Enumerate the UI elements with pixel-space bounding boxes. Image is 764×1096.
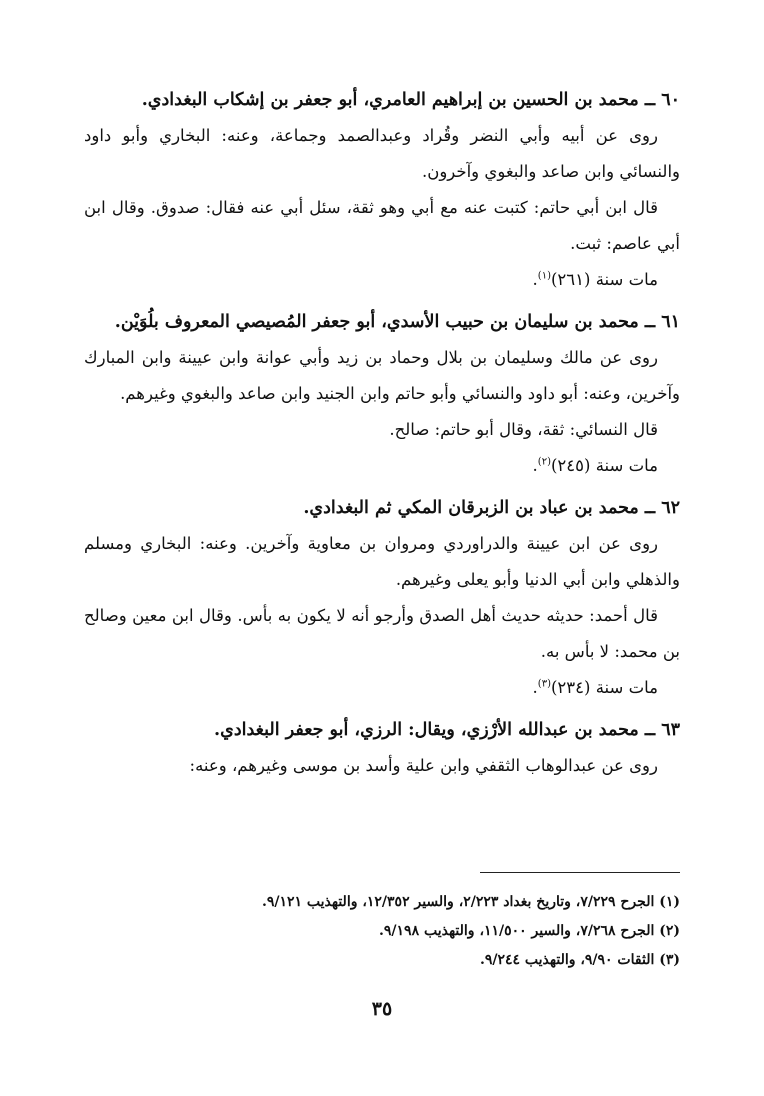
footnote-ref: (١) [537,270,551,282]
entry-heading-60: ٦٠ ــ محمد بن الحسين بن إبراهيم العامري، أبو جعفر بن إشكاب البغدادي. [141,90,680,110]
main-text [84,82,680,784]
entry-death-61: مات سنة (٢٤٥)$^{(٢)}$. [532,456,658,475]
entry-death-62: مات سنة (٢٣٤)$^{(٣)}$. [532,678,658,697]
entry-saying-60: قال ابن أبي حاتم: كتبت عنه مع أبي وهو ثقة، سئل أبي عنه فقال: صدوق. وقال ابن أبي عاصم: ثبت. [84,198,680,253]
footnote-1: (١) الجرح ٧/٢٢٩، وتاريخ بغداد ٢/٢٢٣، والسير ١٢/٣٥٢، والتهذيب ٩/١٢١. [261,894,680,910]
entry-narration-62: روى عن ابن عيينة والدراوردي ومروان بن معاوية وآخرين. وعنه: البخاري ومسلم والذهلي وابن أبي الدنيا وأبو يعلى وغيرهم. [84,534,680,589]
entry-narration-61: روى عن مالك وسليمان بن بلال وحماد بن زيد وأبي عوانة وابن عيينة وابن المبارك وآخرين، وعنه: أبو داود والنسائي وأبو حاتم وابن الجنيد وابن صاعد والبغوي وغيرهم. [84,348,680,403]
entry-heading-61: ٦١ ــ محمد بن سليمان بن حبيب الأسدي، أبو جعفر المُصيصي المعروف بلُوَيْن. [114,312,680,332]
page-number: ٣٥ [371,998,393,1020]
entry-saying-62: قال أحمد: حديثه حديث أهل الصدق وأرجو أنه لا يكون به بأس. وقال ابن معين وصالح بن محمد: لا بأس به. [84,606,680,661]
footnote-ref: (٣) [537,678,551,690]
entry-narration-60: روى عن أبيه وأبي النضر وقُراد وعبدالصمد وجماعة، وعنه: البخاري وأبو داود والنسائي وابن صاعد والبغوي وآخرون. [84,126,680,181]
death-year: مات سنة (٢٦١) [550,270,658,289]
death-year: مات سنة (٢٣٤) [550,678,658,697]
entry-narration-63: روى عن عبدالوهاب الثقفي وابن علية وأسد بن موسى وغيرهم، وعنه: [189,756,658,775]
entry-death-60: مات سنة (٢٦١)$^{(١)}$. [532,270,658,289]
footnote-2: (٢) الجرح ٧/٢٦٨، والسير ١١/٥٠٠، والتهذيب ٩/١٩٨. [379,923,680,939]
footnote-3: (٣) الثقات ٩/٩٠، والتهذيب ٩/٢٤٤. [479,952,680,968]
death-year: مات سنة (٢٤٥) [550,456,658,475]
entry-saying-61: قال النسائي: ثقة، وقال أبو حاتم: صالح. [389,420,658,439]
footnote-separator [480,872,680,873]
footnotes [84,888,680,975]
footnote-ref: (٢) [537,456,551,468]
entry-heading-63: ٦٣ ــ محمد بن عبدالله الأرْزي، ويقال: الرزي، أبو جعفر البغدادي. [214,720,680,740]
entry-heading-62: ٦٢ ــ محمد بن عباد بن الزبرقان المكي ثم البغدادي. [303,498,680,518]
